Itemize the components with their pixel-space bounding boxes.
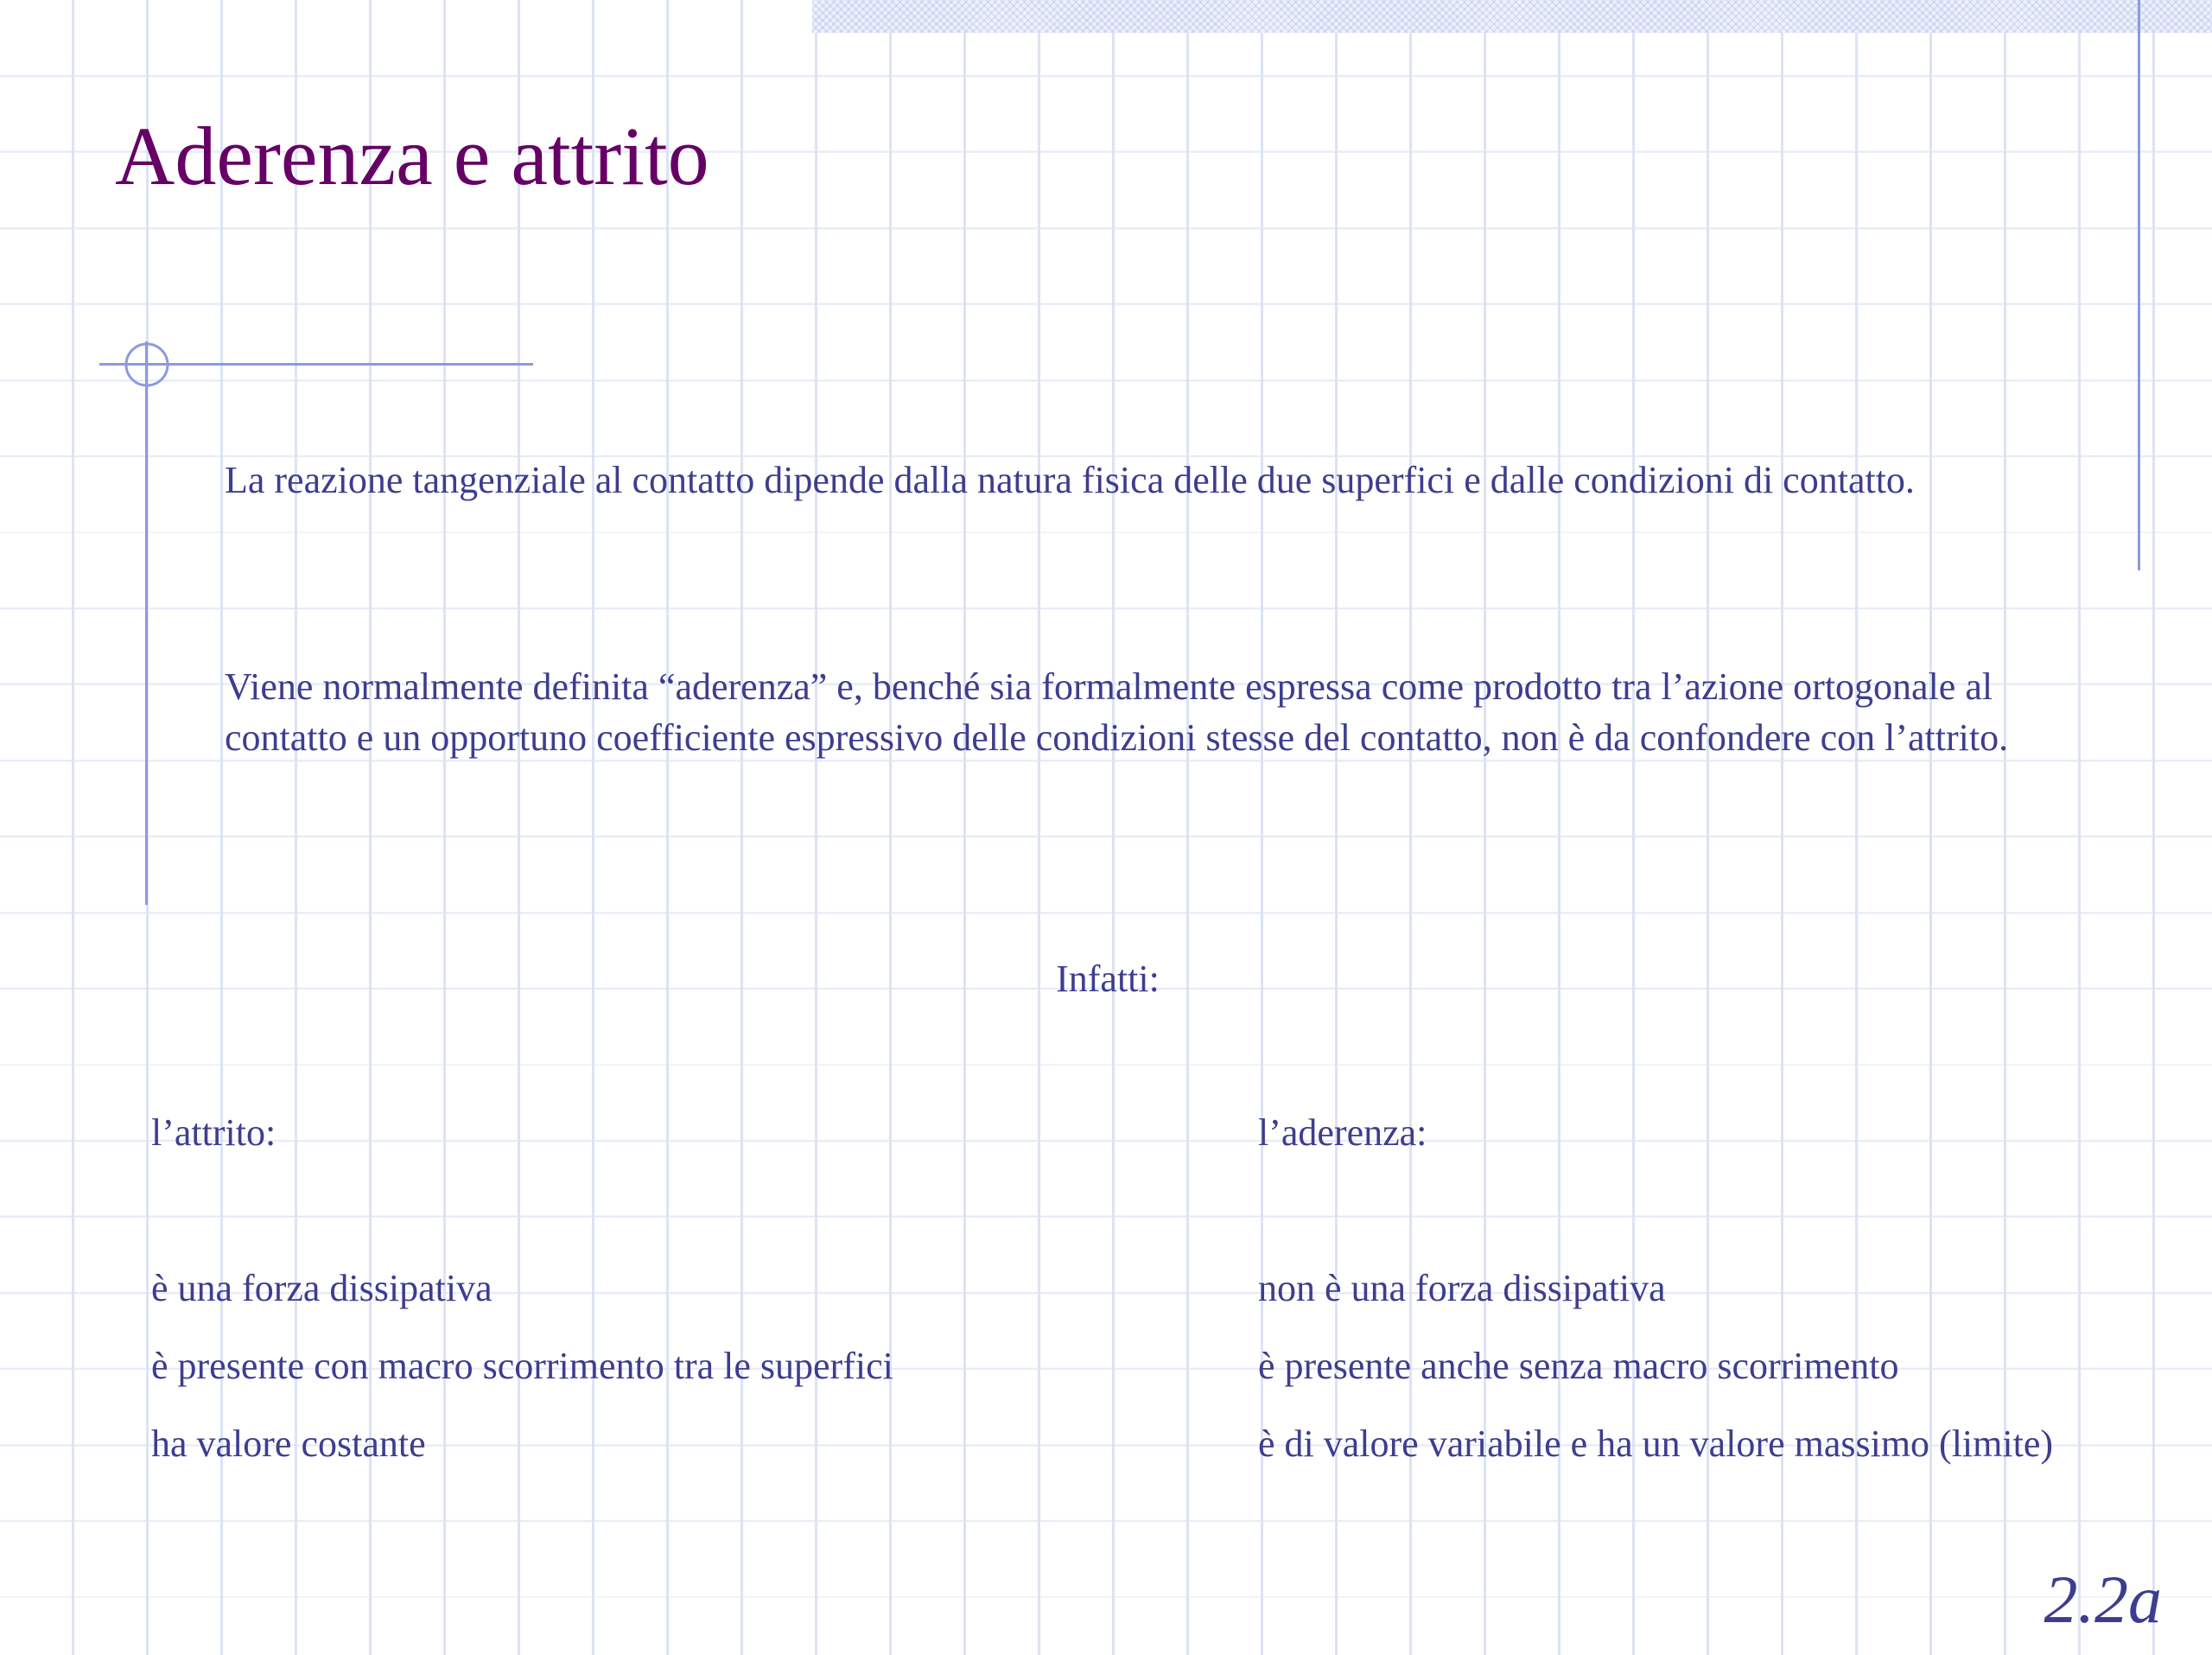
slide-number: 2.2a xyxy=(2044,1562,2162,1637)
left-vertical-rule xyxy=(145,341,148,905)
attrito-heading: l’attrito: xyxy=(151,1111,276,1154)
right-vertical-rule xyxy=(2138,0,2140,570)
attrito-column xyxy=(151,1109,1223,1498)
paragraph-reazione-tangenziale: La reazione tangenziale al contatto dipende dalla natura fisica delle due superfici e dalle condizioni di contatto. xyxy=(225,459,1915,501)
crosshair-circle-icon xyxy=(99,328,194,398)
attrito-item: è presente con macro scorrimento tra le superfici xyxy=(151,1345,893,1387)
slide-title: Aderenza e attrito xyxy=(115,110,709,202)
aderenza-item: è presente anche senza macro scorrimento xyxy=(1258,1345,1899,1387)
attrito-list xyxy=(151,1264,1223,1498)
attrito-item: ha valore costante xyxy=(151,1423,426,1465)
top-decorative-band xyxy=(812,0,2212,33)
aderenza-item: è di valore variabile e ha un valore massimo (limite) xyxy=(1258,1423,2054,1465)
paragraph-aderenza-definition: Viene normalmente definita “aderenza” e, benché sia formalmente espressa come prodotto tra l’azione ortogonale al contatto e un opportuno coefficiente espressivo delle condizioni stesse del contatto, non è da confondere con l’attrito. xyxy=(225,665,2009,759)
aderenza-item: non è una forza dissipativa xyxy=(1258,1267,1666,1309)
subheading-infatti: Infatti: xyxy=(1056,958,1160,1000)
aderenza-column xyxy=(1258,1109,2209,1498)
attrito-item: è una forza dissipativa xyxy=(151,1267,493,1309)
aderenza-heading: l’aderenza: xyxy=(1258,1111,1427,1154)
aderenza-list xyxy=(1258,1264,2209,1498)
